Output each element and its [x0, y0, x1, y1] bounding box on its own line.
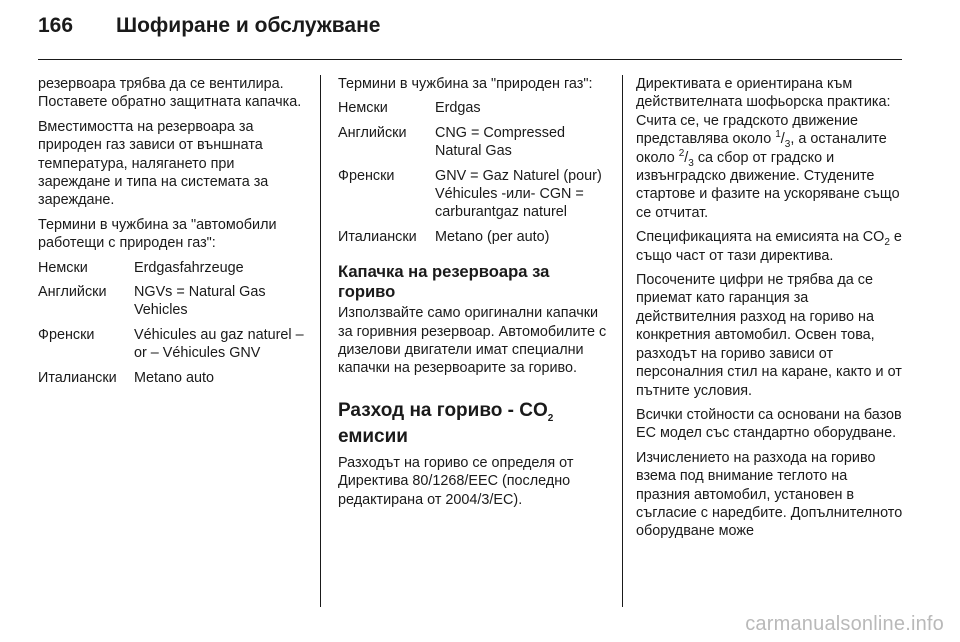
text-run: Спецификацията на емисията на CO	[636, 229, 885, 246]
col3-paragraph-1: Директивата е ориентирана към действителната шофьорска практика: Счита се, че градското движение представлява около $^1/_3$, а останалите около $^2/_3$ са сбор от градско и извънградско движение. Студените стартове и фазите на ускоряване също се отчитат.	[636, 76, 900, 221]
site-watermark: carmanualsonline.info	[745, 613, 944, 635]
term-value: Erdgasfahrzeuge	[134, 259, 244, 276]
fraction-denominator: 3	[688, 157, 694, 169]
vehicle-terms-list	[38, 259, 306, 387]
term-value: Metano auto	[134, 369, 215, 386]
page-title: Шофиране и обслужване	[116, 14, 381, 37]
term-value: NGVs = Natural Gas Vehicles	[134, 284, 266, 319]
text-run: е също част от тази директива.	[636, 229, 902, 264]
term-row	[38, 369, 306, 387]
fuel-consumption-paragraph: Разходът на гориво се определя от Директива 80/1268/EEC (последно редактирана от 2004/3/EC).	[338, 454, 574, 508]
col3-paragraph-2	[636, 228, 904, 265]
column-2	[338, 75, 608, 515]
term-value: Véhicules au gaz naturel – or – Véhicules GNV	[134, 326, 304, 362]
text-run: Директивата е ориентирана към действителната шофьорска практика: Счита се, че градското движение представлява около	[636, 76, 891, 148]
col1-paragraph-1: резервоара трябва да се вентилира. Поставете обратно защитната капачка.	[38, 76, 302, 111]
text-run: са сбор от градско и извънградско движение. Студените стартове и фазите на ускоряване също се отчитат.	[636, 149, 900, 221]
fraction-numerator: 2	[678, 147, 685, 159]
term-row	[338, 167, 608, 222]
fraction-numerator: 1	[775, 129, 781, 141]
term-language: Френски	[338, 167, 395, 184]
term-language: Френски	[38, 326, 95, 343]
text-run: , а останалите около	[636, 131, 887, 166]
column-divider-1	[320, 75, 321, 607]
term-language: Английски	[38, 284, 107, 301]
term-language: Немски	[38, 259, 88, 276]
term-row	[38, 283, 306, 320]
subscript: 2	[884, 237, 890, 249]
term-value: CNG = Compressed Natural Gas	[435, 124, 565, 160]
column-3	[636, 75, 904, 547]
column-1	[38, 75, 306, 393]
header-rule	[38, 59, 902, 60]
heading-text: емисии	[338, 425, 408, 447]
col3-paragraph-3: Посочените цифри не трябва да се приемат като гаранция за действителния разход на гориво на конкретния автомобил. Освен това, разходът на гориво зависи от персоналния стил на каране, както и от пътните условия.	[636, 272, 902, 399]
term-language: Италиански	[338, 228, 417, 245]
col1-paragraph-3: Термини в чужбина за "автомобили работещи с природен газ":	[38, 216, 277, 252]
heading-text: Разход на гориво - CO	[338, 399, 548, 421]
page-header	[38, 14, 380, 48]
fraction-denominator: 3	[784, 139, 791, 151]
term-row	[38, 259, 306, 277]
term-value: Metano (per auto)	[435, 228, 550, 245]
col3-paragraph-4: Всички стойности са основани на базов ЕС модел със стандартно оборудване.	[636, 406, 902, 442]
term-language: Немски	[338, 100, 388, 117]
fuel-cap-paragraph: Използвайте само оригинални капачки за горивния резервоар. Автомобилите с дизелови двигатели имат специални капачки на резервоарите за гориво.	[338, 305, 607, 377]
term-value: Erdgas	[435, 100, 481, 117]
gas-terms-list	[338, 99, 608, 246]
term-language: Английски	[338, 124, 407, 141]
fuel-cap-heading: Капачка на резервоара за гориво	[338, 262, 550, 302]
page-number: 166	[38, 14, 74, 37]
term-row	[338, 124, 608, 161]
column-divider-2	[622, 75, 623, 607]
fuel-consumption-heading	[338, 398, 608, 450]
term-row	[338, 228, 608, 246]
col1-paragraph-2: Вместимостта на резервоара за природен газ зависи от външната температура, налягането при зареждане и типа на системата за зареждане.	[38, 118, 269, 209]
term-row	[38, 326, 306, 363]
col2-paragraph-1: Термини в чужбина за "природен газ":	[338, 76, 593, 92]
term-row	[338, 99, 608, 117]
col3-paragraph-5: Изчислението на разхода на гориво взема под внимание теглото на празния автомобил, установен в съгласие с наредбите. Допълнителното оборудване може	[636, 449, 903, 540]
heading-subscript: 2	[547, 412, 554, 424]
term-value: GNV = Gaz Naturel (pour) Véhicules -или- CGN = carburantgaz naturel	[435, 167, 602, 221]
term-language: Италиански	[38, 369, 117, 386]
